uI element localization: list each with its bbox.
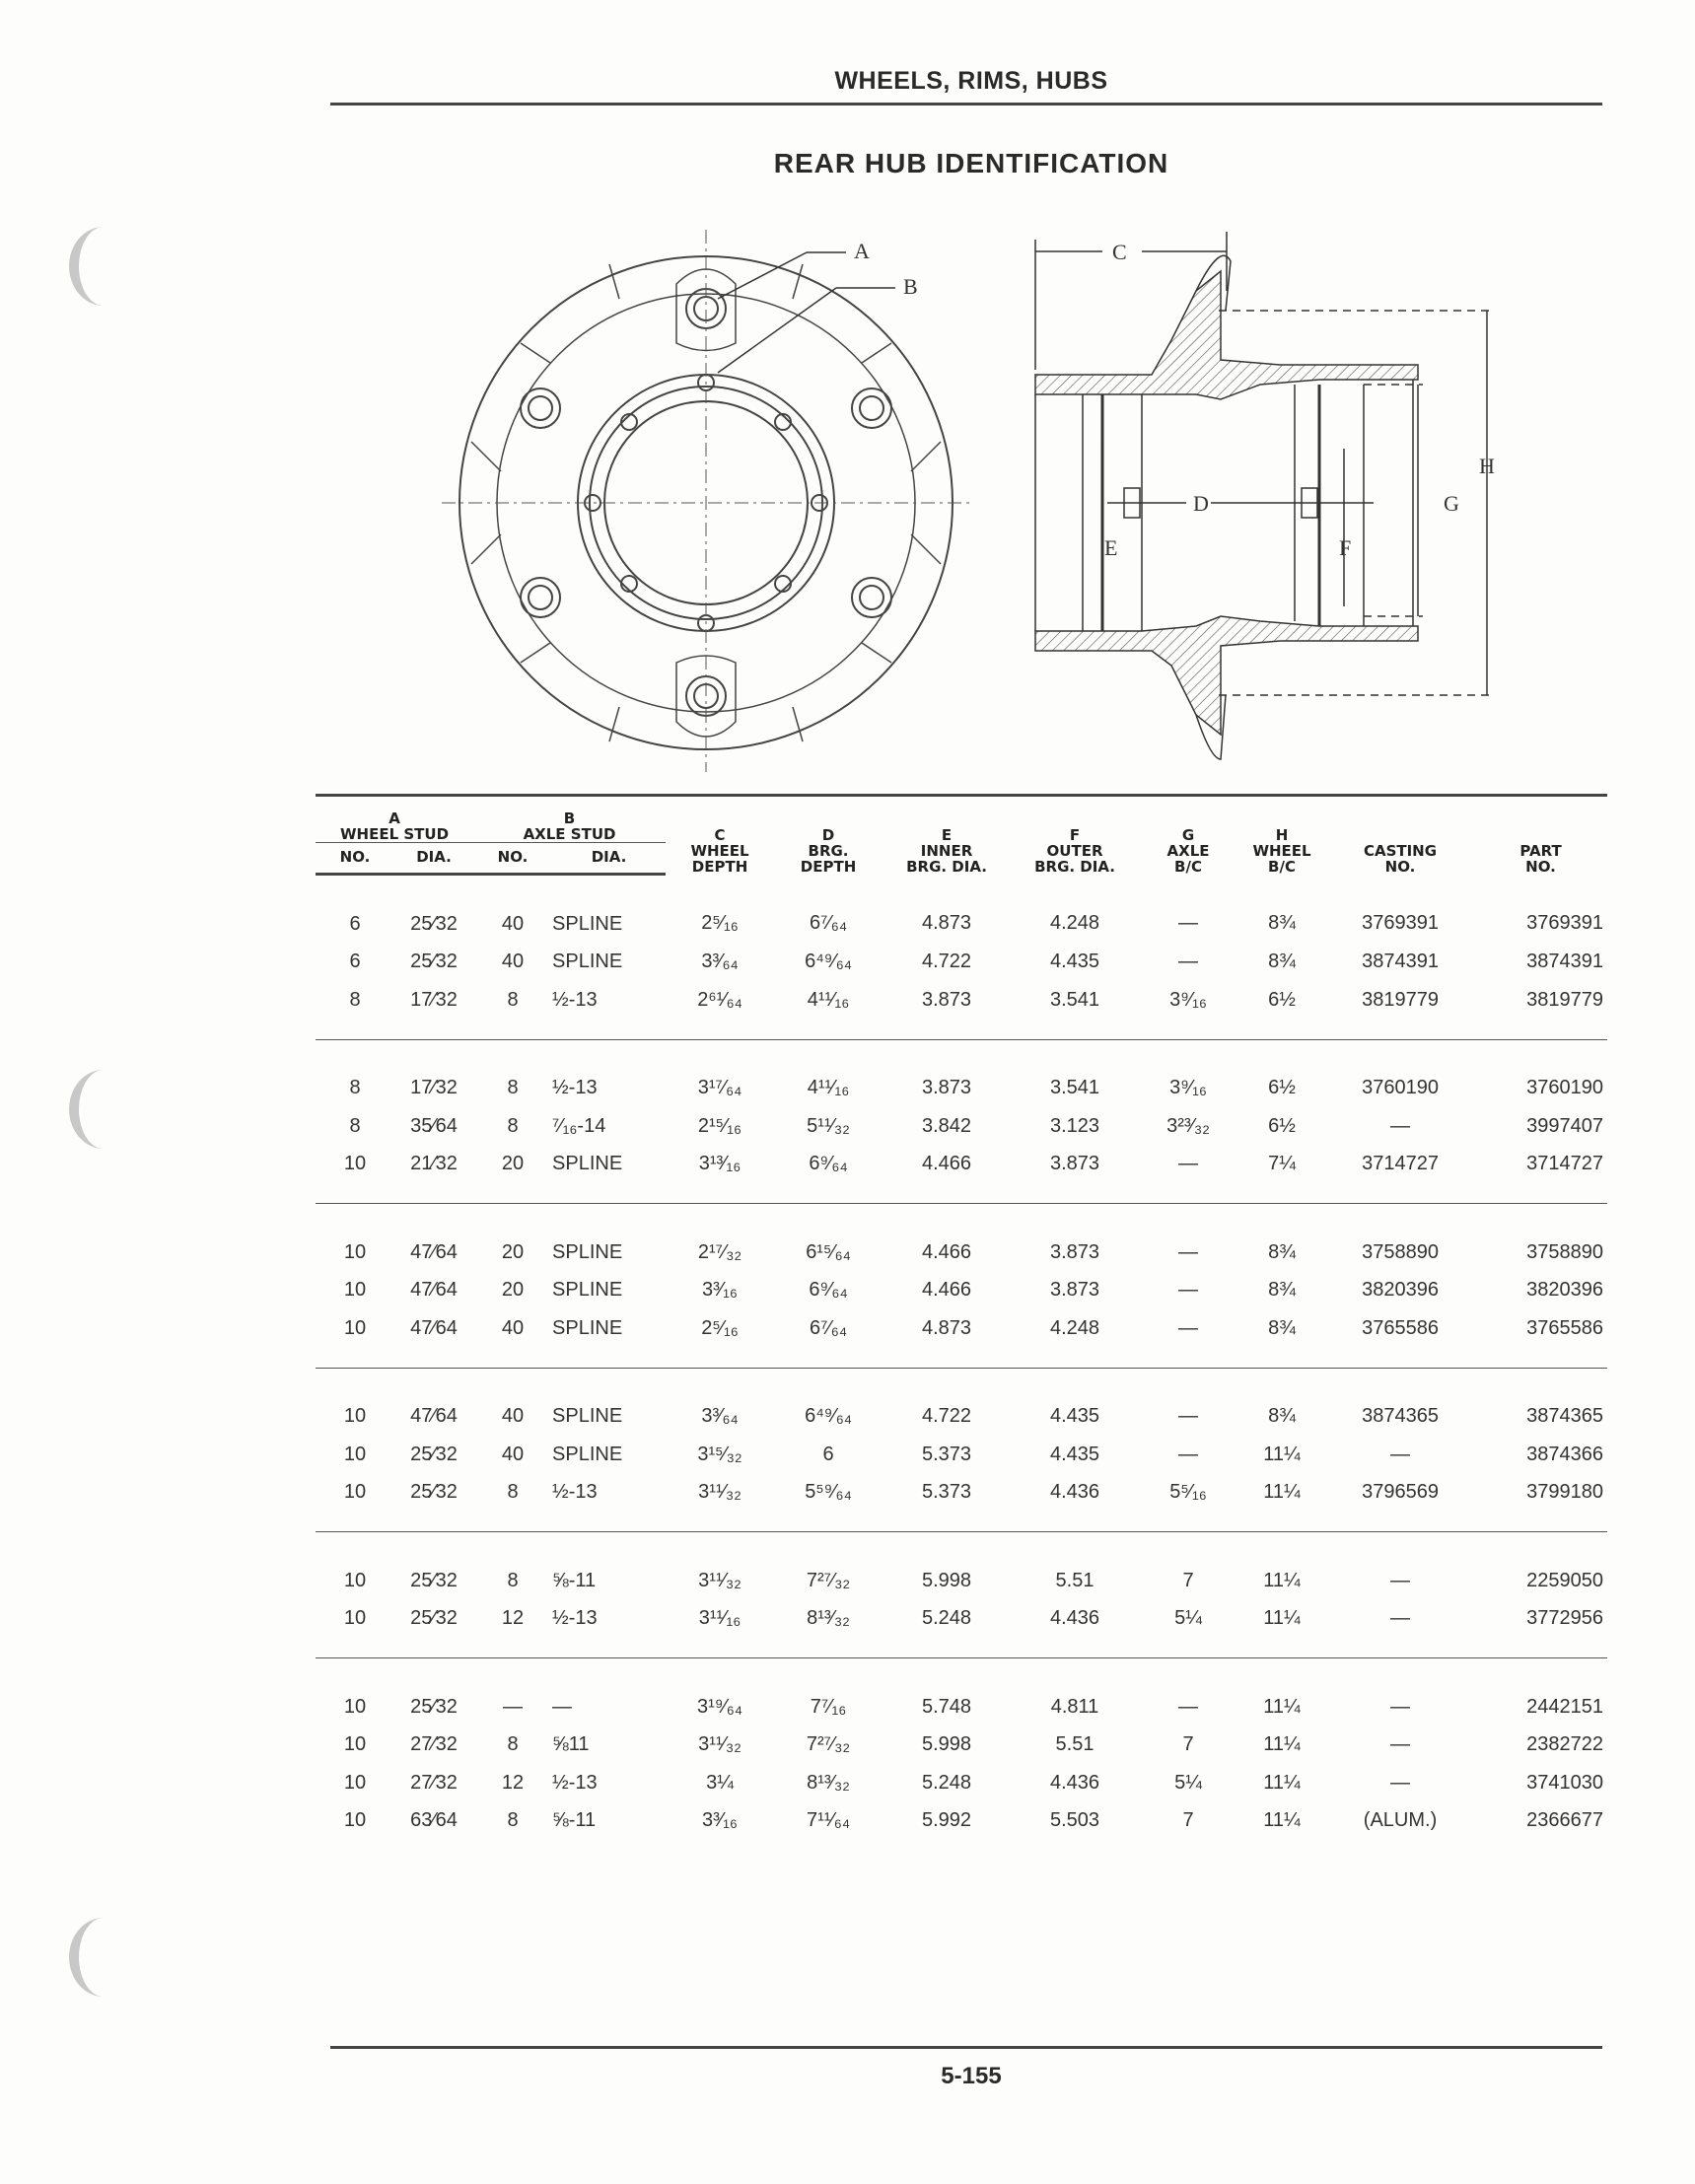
cell-axle-stud-dia: ⅝-11 [552,1809,597,1832]
cell-wheel-stud-dia: 27⁄32 [410,1771,458,1794]
cell-outer-brg-dia: 5.503 [1049,1809,1100,1832]
cell-axle-stud-no: 12 [501,1771,525,1794]
cell-wheel-stud-dia: 25⁄32 [394,1600,473,1658]
cell-wheel-stud-no: 10 [343,1695,367,1718]
cell-axle-stud-no: 8 [507,1733,519,1756]
cell-outer-brg-dia: 3.873 [1049,1279,1100,1302]
cell-part-no: 3772956 [1474,1600,1607,1658]
header-title: WHEELS, RIMS, HUBS [834,67,1108,95]
table-row [316,1368,1607,1436]
cell-casting-no: 3874365 [1362,1405,1439,1428]
stud-hole-upper-left [521,388,560,428]
cell-outer-brg-dia: 3.541 [1011,981,1139,1039]
cell-wheel-bc: 11¼ [1263,1809,1301,1832]
cell-outer-brg-dia: 4.248 [1049,912,1100,934]
cell-casting-no: — [1390,1443,1411,1465]
cell-outer-brg-dia: 4.436 [1011,1600,1139,1658]
section-title: REAR HUB IDENTIFICATION [773,148,1169,178]
cell-wheel-stud-no: 10 [343,1405,367,1428]
cell-outer-brg-dia: 4.248 [1011,1309,1139,1368]
cell-axle-stud-dia: SPLINE [552,1443,623,1465]
cell-wheel-stud-dia: 17⁄32 [394,981,473,1039]
cell-part-no: 3819779 [1474,981,1607,1039]
cell-axle-stud-no: 12 [473,1600,552,1658]
hub-lower-wall [1035,616,1418,735]
cell-wheel-bc: 8¾ [1268,1279,1296,1302]
cell-wheel-depth: 3¼ [706,1771,734,1794]
cell-wheel-depth: 2⁶¹⁄₆₄ [666,981,774,1039]
cell-brg-depth: 6⁷⁄₆₄ [774,1309,883,1368]
cell-wheel-stud-no: 8 [349,1114,361,1137]
cell-wheel-stud-dia: 27⁄32 [410,1733,458,1756]
cell-wheel-stud-dia: 25⁄32 [410,1569,458,1591]
cell-inner-brg-dia: 5.748 [921,1695,972,1718]
cell-casting-no: — [1390,1771,1411,1794]
cell-axle-stud-no: 20 [473,1146,552,1204]
table-row [316,1658,1607,1726]
cell-wheel-stud-dia: 47⁄64 [410,1279,458,1302]
table-row [316,1146,1607,1204]
cell-inner-brg-dia: 4.466 [921,1240,972,1263]
cell-wheel-bc: 11¼ [1237,1600,1326,1658]
diagram-label-e: E [1104,535,1118,560]
cell-axle-bc: 5⁵⁄₁₆ [1139,1474,1237,1532]
stud-hole-lower-left [521,578,560,617]
cell-inner-brg-dia: 4.722 [921,951,972,973]
table-row [316,1107,1607,1146]
cell-axle-stud-no: 40 [473,1309,552,1368]
cell-outer-brg-dia: 4.435 [1049,1405,1100,1428]
cell-wheel-stud-dia: 25⁄32 [410,951,458,973]
cell-casting-no: (ALUM.) [1363,1809,1438,1832]
diagram-label-c: C [1112,240,1127,264]
cell-axle-bc: — [1178,1405,1199,1428]
table-row [316,1474,1607,1532]
cell-outer-brg-dia: 3.873 [1049,1240,1100,1263]
cell-axle-bc: — [1178,1279,1199,1302]
cell-axle-stud-no: 40 [501,1405,525,1428]
cell-inner-brg-dia: 5.998 [921,1733,972,1756]
cell-outer-brg-dia: 3.541 [1049,1077,1100,1099]
cell-brg-depth: 6⁴⁹⁄₆₄ [805,1405,852,1428]
cell-axle-stud-dia: ⅝11 [552,1733,590,1756]
cell-inner-brg-dia: 4.722 [921,1405,972,1428]
cell-wheel-bc: 7¼ [1237,1146,1326,1204]
cell-inner-brg-dia: 3.873 [883,981,1011,1039]
cell-wheel-depth: 2⁵⁄₁₆ [701,912,739,934]
cell-wheel-bc: 6½ [1268,1114,1296,1137]
cell-wheel-depth: 3¹¹⁄₃₂ [698,1569,742,1591]
cell-wheel-depth: 3¹¹⁄₁₆ [666,1600,774,1658]
cell-axle-stud-no: 20 [501,1240,525,1263]
cell-wheel-bc: 11¼ [1237,1474,1326,1532]
cell-axle-stud-no: 8 [473,1474,552,1532]
cell-axle-bc: — [1139,1309,1237,1368]
cell-wheel-bc: 11¼ [1263,1695,1301,1718]
cell-part-no: 3874365 [1526,1405,1604,1428]
cell-wheel-bc: 8¾ [1268,951,1296,973]
cell-axle-stud-dia: SPLINE [552,951,623,973]
table-row [316,944,1607,982]
cell-wheel-depth: 3¹³⁄₁₆ [666,1146,774,1204]
cell-inner-brg-dia: 5.248 [883,1600,1011,1658]
cell-part-no: 3997407 [1526,1114,1604,1137]
cell-wheel-stud-no: 10 [316,1309,394,1368]
cell-part-no: 3874366 [1526,1443,1604,1465]
cell-axle-stud-dia: ⁷⁄₁₆-14 [552,1114,606,1137]
punch-hole-1 [69,227,138,306]
cell-wheel-bc: 8¾ [1268,1240,1296,1263]
table-row [316,875,1607,944]
table-row [316,1039,1607,1107]
cell-inner-brg-dia: 5.992 [921,1809,972,1832]
cell-brg-depth: 4¹¹⁄₁₆ [774,981,883,1039]
cell-axle-stud-no: 40 [501,951,525,973]
cell-outer-brg-dia: 4.436 [1049,1771,1100,1794]
cell-axle-bc: — [1178,912,1199,934]
cell-part-no: 3769391 [1526,912,1604,934]
cell-brg-depth: 7²⁷⁄₃₂ [806,1569,851,1591]
cell-outer-brg-dia: 3.873 [1011,1146,1139,1204]
table-row [316,1204,1607,1272]
diagram-label-h: H [1479,454,1495,478]
cell-brg-depth: 6 [822,1443,834,1465]
header-wheel-stud-no: NO. [316,843,394,875]
cell-axle-stud-dia: ½-13 [552,981,666,1039]
header-axle-bc: G AXLE B/C [1139,796,1237,875]
cell-axle-stud-dia: ½-13 [552,1077,598,1099]
cell-wheel-bc: 6½ [1268,1077,1296,1099]
header-inner-brg-dia: E INNER BRG. DIA. [883,796,1011,875]
cell-casting-no: 3765586 [1326,1309,1474,1368]
diagram-label-f: F [1339,535,1352,560]
cell-wheel-stud-dia: 47⁄64 [410,1405,458,1428]
cell-wheel-depth: 3³⁄₁₆ [702,1279,738,1302]
cell-wheel-stud-dia: 25⁄32 [410,1443,458,1465]
footer-rule [330,2046,1602,2049]
header-brg-depth: D BRG. DEPTH [774,796,883,875]
cell-wheel-stud-no: 10 [343,1279,367,1302]
table-row [316,1802,1607,1861]
cell-inner-brg-dia: 4.873 [883,1309,1011,1368]
table-row [316,1600,1607,1658]
cell-wheel-depth: 2¹⁵⁄₁₆ [697,1114,742,1137]
cell-axle-stud-no: 8 [473,981,552,1039]
stud-hole-upper-right [852,388,891,428]
cell-wheel-bc: 8¾ [1268,1405,1296,1428]
header-wheel-stud-dia: DIA. [394,843,473,875]
cell-axle-bc: 7 [1182,1569,1194,1591]
cell-axle-stud-dia: ⅝-11 [552,1569,597,1591]
cell-axle-stud-no: 8 [507,1569,519,1591]
cell-wheel-stud-no: 10 [316,1146,394,1204]
cell-wheel-stud-no: 10 [343,1733,367,1756]
cell-brg-depth: 5⁵⁹⁄₆₄ [774,1474,883,1532]
header-axle-stud: B AXLE STUD [473,796,666,843]
table-row [316,1726,1607,1765]
cell-inner-brg-dia: 5.373 [921,1443,972,1465]
cell-wheel-stud-dia: 25⁄32 [394,1474,473,1532]
cell-wheel-stud-no: 10 [343,1809,367,1832]
cell-axle-stud-no: 20 [501,1279,525,1302]
cell-brg-depth: 4¹¹⁄₁₆ [807,1077,850,1099]
cell-outer-brg-dia: 4.811 [1050,1695,1099,1718]
table-row [316,1436,1607,1474]
header-part-no: PART NO. [1474,796,1607,875]
cell-wheel-stud-dia: 35⁄64 [410,1114,458,1137]
cell-brg-depth: 5¹¹⁄₃₂ [807,1114,850,1137]
cell-casting-no: — [1390,1733,1411,1756]
cell-wheel-stud-no: 10 [343,1569,367,1591]
cell-part-no: 3714727 [1474,1146,1607,1204]
cell-axle-stud-no: 8 [507,1809,519,1832]
header-axle-stud-no: NO. [473,843,552,875]
cell-wheel-depth: 3¹⁵⁄₃₂ [697,1443,742,1465]
cell-axle-bc: — [1178,1240,1199,1263]
cell-wheel-depth: 3¹⁷⁄₆₄ [697,1077,742,1099]
cell-outer-brg-dia: 4.436 [1011,1474,1139,1532]
cell-outer-brg-dia: 3.123 [1049,1114,1100,1137]
cell-axle-stud-dia: ½-13 [552,1474,666,1532]
cell-wheel-stud-no: 8 [316,981,394,1039]
cell-axle-stud-dia: SPLINE [552,912,623,935]
cell-axle-stud-no: 8 [507,1114,519,1137]
diagram-label-b: B [903,274,918,299]
cell-outer-brg-dia: 4.435 [1049,951,1100,973]
table-row [316,981,1607,1039]
cell-inner-brg-dia: 4.466 [883,1146,1011,1204]
cell-wheel-depth: 3³⁄₆₄ [701,951,739,973]
cell-wheel-bc: 6½ [1237,981,1326,1039]
cell-casting-no: — [1390,1695,1411,1718]
stud-hole-lower-right [852,578,891,617]
hub-spec-table [316,794,1607,1860]
cell-axle-bc: — [1178,1443,1199,1465]
cell-wheel-depth: 3³⁄₁₆ [702,1809,738,1832]
cell-inner-brg-dia: 5.998 [921,1569,972,1591]
cell-axle-stud-no: 40 [501,912,525,935]
table-row [316,1309,1607,1368]
cell-wheel-stud-dia: 25⁄32 [410,912,458,935]
cell-part-no: 3820396 [1526,1279,1604,1302]
table-body [316,875,1607,1861]
cell-wheel-depth: 3³⁄₆₄ [701,1405,739,1428]
cell-wheel-stud-no: 8 [349,1077,361,1099]
cell-wheel-stud-no: 10 [343,1771,367,1794]
cell-axle-stud-dia: SPLINE [552,1279,623,1302]
cell-part-no: 3765586 [1474,1309,1607,1368]
cell-brg-depth: 6⁹⁄₆₄ [774,1146,883,1204]
cell-wheel-depth: 3¹¹⁄₃₂ [666,1474,774,1532]
cell-inner-brg-dia: 3.842 [921,1114,972,1137]
cell-wheel-stud-no: 10 [343,1240,367,1263]
header-outer-brg-dia: F OUTER BRG. DIA. [1011,796,1139,875]
cell-wheel-stud-dia: 25⁄32 [410,1695,458,1718]
punch-hole-2 [69,1070,138,1149]
header-casting-no: CASTING NO. [1326,796,1474,875]
cell-inner-brg-dia: 5.248 [921,1771,972,1794]
cell-part-no: 2382722 [1526,1733,1604,1756]
cell-brg-depth: 8¹³⁄₃₂ [807,1771,850,1794]
cell-wheel-stud-no: 10 [316,1600,394,1658]
cell-casting-no: 3796569 [1326,1474,1474,1532]
cell-axle-stud-no: 40 [501,1443,525,1465]
cell-casting-no: 3714727 [1326,1146,1474,1204]
cell-part-no: 3799180 [1474,1474,1607,1532]
cell-casting-no: 3819779 [1326,981,1474,1039]
cell-wheel-stud-no: 6 [349,912,361,935]
cell-wheel-stud-no: 6 [349,951,361,973]
diagram-label-g: G [1444,491,1459,516]
cell-axle-bc: — [1139,1146,1237,1204]
cell-brg-depth: 7¹¹⁄₆₄ [807,1809,851,1832]
table-row [316,1272,1607,1310]
cell-wheel-bc: 8¾ [1237,1309,1326,1368]
diagram-label-d: D [1193,491,1209,516]
cell-axle-stud-dia: SPLINE [552,1309,666,1368]
cell-casting-no: 3874391 [1362,951,1439,973]
cell-wheel-bc: 11¼ [1263,1771,1301,1794]
cell-wheel-stud-dia: 47⁄64 [394,1309,473,1368]
cell-wheel-bc: 11¼ [1263,1443,1301,1465]
diagram-label-a: A [854,239,870,263]
cell-brg-depth: 7²⁷⁄₃₂ [806,1733,851,1756]
cell-axle-bc: 3⁹⁄₁₆ [1139,981,1237,1039]
cell-axle-stud-dia: SPLINE [552,1146,666,1204]
cell-casting-no: — [1390,1569,1411,1591]
cell-wheel-depth: 3¹¹⁄₃₂ [698,1733,742,1756]
cell-wheel-depth: 3¹⁹⁄₆₄ [697,1695,742,1718]
header-axle-stud-dia: DIA. [552,843,666,875]
cell-brg-depth: 8¹³⁄₃₂ [774,1600,883,1658]
cell-axle-bc: 5¼ [1174,1771,1202,1794]
cell-axle-bc: 3⁹⁄₁₆ [1169,1077,1207,1099]
cell-axle-bc: 7 [1182,1733,1194,1756]
cell-axle-stud-no: 8 [507,1077,519,1099]
cell-axle-stud-no: — [503,1695,524,1718]
cell-part-no: 3741030 [1526,1771,1604,1794]
cell-wheel-stud-no: 10 [343,1443,367,1465]
punch-hole-3 [69,1918,138,1997]
cell-wheel-stud-dia: 21⁄32 [394,1146,473,1204]
cell-brg-depth: 6⁴⁹⁄₆₄ [805,951,852,973]
cell-casting-no: 3769391 [1362,912,1439,934]
cell-outer-brg-dia: 4.435 [1049,1443,1100,1465]
cell-inner-brg-dia: 4.873 [921,912,972,934]
cell-wheel-bc: 11¼ [1263,1733,1301,1756]
cell-part-no: 3758890 [1526,1240,1604,1263]
cell-part-no: 3760190 [1526,1077,1604,1099]
cell-wheel-stud-no: 10 [316,1474,394,1532]
cell-brg-depth: 7⁷⁄₁₆ [810,1695,847,1718]
cell-part-no: 2259050 [1526,1569,1604,1591]
cell-axle-stud-dia: SPLINE [552,1405,623,1428]
cell-casting-no: 3758890 [1362,1240,1439,1263]
cell-axle-bc: 5¼ [1139,1600,1237,1658]
cell-casting-no: — [1390,1114,1411,1137]
page-number: 5-155 [941,2063,1002,2089]
cell-outer-brg-dia: 5.51 [1055,1733,1095,1756]
cell-casting-no: 3760190 [1362,1077,1439,1099]
hub-section-view-diagram [1024,222,1507,774]
cell-axle-stud-dia: ½-13 [552,1771,598,1794]
cell-outer-brg-dia: 5.51 [1055,1569,1095,1591]
cell-casting-no: 3820396 [1362,1279,1439,1302]
table-row [316,1764,1607,1802]
cell-inner-brg-dia: 3.873 [921,1077,972,1099]
cell-wheel-bc: 8¾ [1268,912,1296,934]
cell-axle-bc: 7 [1182,1809,1194,1832]
cell-inner-brg-dia: 5.373 [883,1474,1011,1532]
cell-axle-bc: — [1178,1695,1199,1718]
cell-brg-depth: 6⁷⁄₆₄ [810,912,847,934]
cell-part-no: 2442151 [1526,1695,1604,1718]
cell-wheel-bc: 11¼ [1263,1569,1301,1591]
cell-wheel-depth: 2⁵⁄₁₆ [666,1309,774,1368]
hub-front-view-diagram [432,225,984,777]
header-rule [330,103,1602,106]
cell-part-no: 2366677 [1526,1809,1604,1832]
cell-brg-depth: 6⁹⁄₆₄ [809,1279,848,1302]
cell-axle-bc: — [1178,951,1199,973]
table-row [316,1532,1607,1600]
header-wheel-bc: H WHEEL B/C [1237,796,1326,875]
cell-casting-no: — [1326,1600,1474,1658]
cell-axle-stud-dia: SPLINE [552,1240,623,1263]
cell-axle-bc: 3²³⁄₃₂ [1166,1114,1210,1137]
cell-axle-stud-dia: — [552,1695,573,1718]
cell-wheel-depth: 2¹⁷⁄₃₂ [697,1240,742,1263]
cell-axle-stud-dia: ½-13 [552,1600,666,1658]
cell-wheel-stud-dia: 47⁄64 [410,1240,458,1263]
cell-part-no: 3874391 [1526,951,1604,973]
cell-wheel-stud-dia: 63⁄64 [410,1809,458,1832]
header-wheel-stud: A WHEEL STUD [316,796,473,843]
header-wheel-depth: C WHEEL DEPTH [666,796,774,875]
cell-wheel-stud-dia: 17⁄32 [410,1077,458,1099]
cell-inner-brg-dia: 4.466 [921,1279,972,1302]
cell-brg-depth: 6¹⁵⁄₆₄ [806,1240,851,1263]
